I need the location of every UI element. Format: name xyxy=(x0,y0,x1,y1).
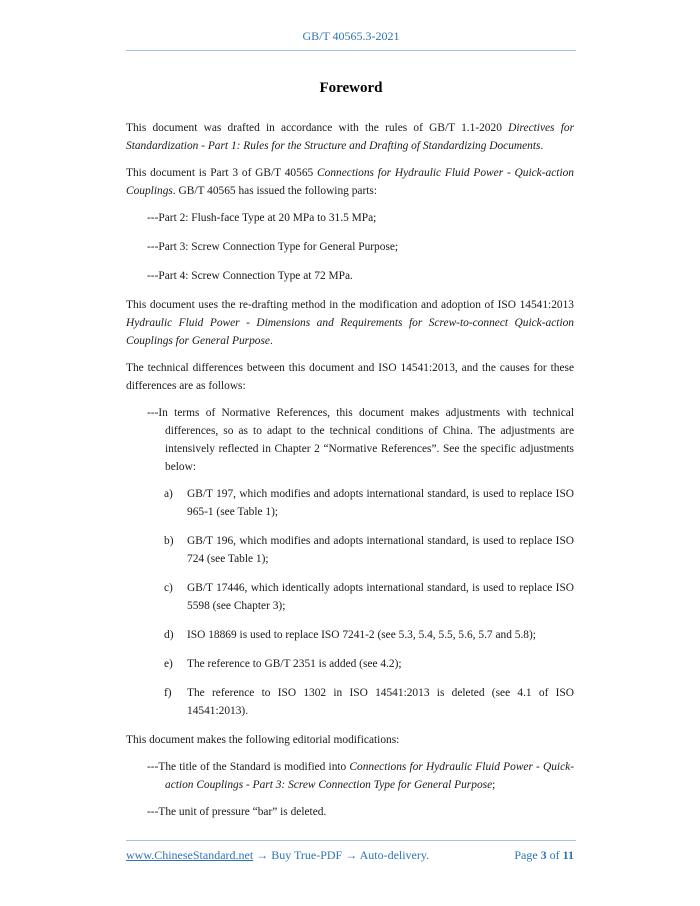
page-footer xyxy=(126,848,574,863)
text: ; xyxy=(492,779,496,791)
italic-title: Connections for Hydraulic Fluid Power - Quick-action Couplings - Part 3: Screw Connection Type for General Purpose xyxy=(165,761,575,791)
total-pages: 11 xyxy=(562,848,574,862)
list-text: The reference to GB/T 2351 is added (see 4.2); xyxy=(187,658,402,670)
document-body xyxy=(126,119,574,832)
list-text: The reference to ISO 1302 in ISO 14541:2013 is deleted (see 4.1 of ISO 14541:2013). xyxy=(187,687,574,717)
text: . xyxy=(540,140,544,152)
list-item xyxy=(164,485,574,521)
page-title: Foreword xyxy=(319,80,383,96)
text: . xyxy=(269,335,273,347)
text: This document was drafted in accordance with the rules of GB/T 1.1-2020 xyxy=(126,122,509,134)
italic-title: Connections for Hydraulic Fluid Power - Quick-action Couplings xyxy=(126,167,575,197)
list-label: c) xyxy=(164,582,173,594)
page-number xyxy=(514,848,574,863)
current-page: 3 xyxy=(540,848,547,862)
italic-title: Directives for Standardization - Part 1: Rules for the Structure and Drafting of Standardizing Documents xyxy=(126,122,574,152)
normative-references-intro: ---In terms of Normative References, this document makes adjustments with technical differences, so as to adapt to the technical conditions of China. The adjustments are intensively reflected in Chapter 2 “Normative References”. See the specific adjustments below: xyxy=(147,407,574,473)
editorial-item-unit: ---The unit of pressure “bar” is deleted. xyxy=(147,806,327,818)
running-header: GB/T 40565.3-2021 xyxy=(302,29,400,43)
list-label: b) xyxy=(164,535,174,547)
text: Page xyxy=(514,848,538,862)
text: This document uses the re-drafting method in the modification and adoption of ISO 14541:2013 xyxy=(126,299,574,311)
text: of xyxy=(549,848,560,862)
list-text: GB/T 17446, which identically adopts international standard, is used to replace ISO 5598 (see Chapter 3); xyxy=(187,582,574,612)
list-item xyxy=(164,532,574,568)
italic-title: Hydraulic Fluid Power - Dimensions and Requirements for Screw-to-connect Quick-action Couplings for General Purpose xyxy=(126,317,574,347)
list-text: GB/T 197, which modifies and adopts international standard, is used to replace ISO 965-1 (see Table 1); xyxy=(187,488,574,518)
list-label: f) xyxy=(164,687,172,699)
text: This document is Part 3 of GB/T 40565 xyxy=(126,167,318,179)
list-text: ISO 18869 is used to replace ISO 7241-2 (see 5.3, 5.4, 5.5, 5.6, 5.7 and 5.8); xyxy=(187,629,536,641)
list-text: GB/T 196, which modifies and adopts international standard, is used to replace ISO 724 (see Table 1); xyxy=(187,535,574,565)
list-label: a) xyxy=(164,488,173,500)
part-list-item: ---Part 2: Flush-face Type at 20 MPa to 31.5 MPa; xyxy=(147,212,377,224)
footer-tagline: → Buy True-PDF → Auto-delivery. xyxy=(253,848,430,862)
list-item xyxy=(164,626,574,644)
part-list-item: ---Part 4: Screw Connection Type at 72 MPa. xyxy=(147,270,353,282)
text: ---The title of the Standard is modified into xyxy=(147,761,350,773)
text: . GB/T 40565 has issued the following parts: xyxy=(172,185,378,197)
list-item xyxy=(164,655,574,673)
footer-rule xyxy=(126,840,576,841)
list-label: e) xyxy=(164,658,173,670)
header-rule xyxy=(126,50,576,51)
paragraph-editorial: This document makes the following editorial modifications: xyxy=(126,734,400,746)
paragraph-part-info xyxy=(126,164,574,200)
paragraph-adoption xyxy=(126,296,574,350)
list-item xyxy=(164,579,574,615)
editorial-item-title xyxy=(147,758,574,794)
part-list-item: ---Part 3: Screw Connection Type for General Purpose; xyxy=(147,241,399,253)
list-label: d) xyxy=(164,629,174,641)
paragraph-technical-differences: The technical differences between this document and ISO 14541:2013, and the causes for these differences are as follows: xyxy=(126,362,574,392)
website-link[interactable]: www.ChineseStandard.net xyxy=(126,848,254,862)
paragraph-drafting-rules xyxy=(126,119,574,155)
list-item xyxy=(164,684,574,720)
